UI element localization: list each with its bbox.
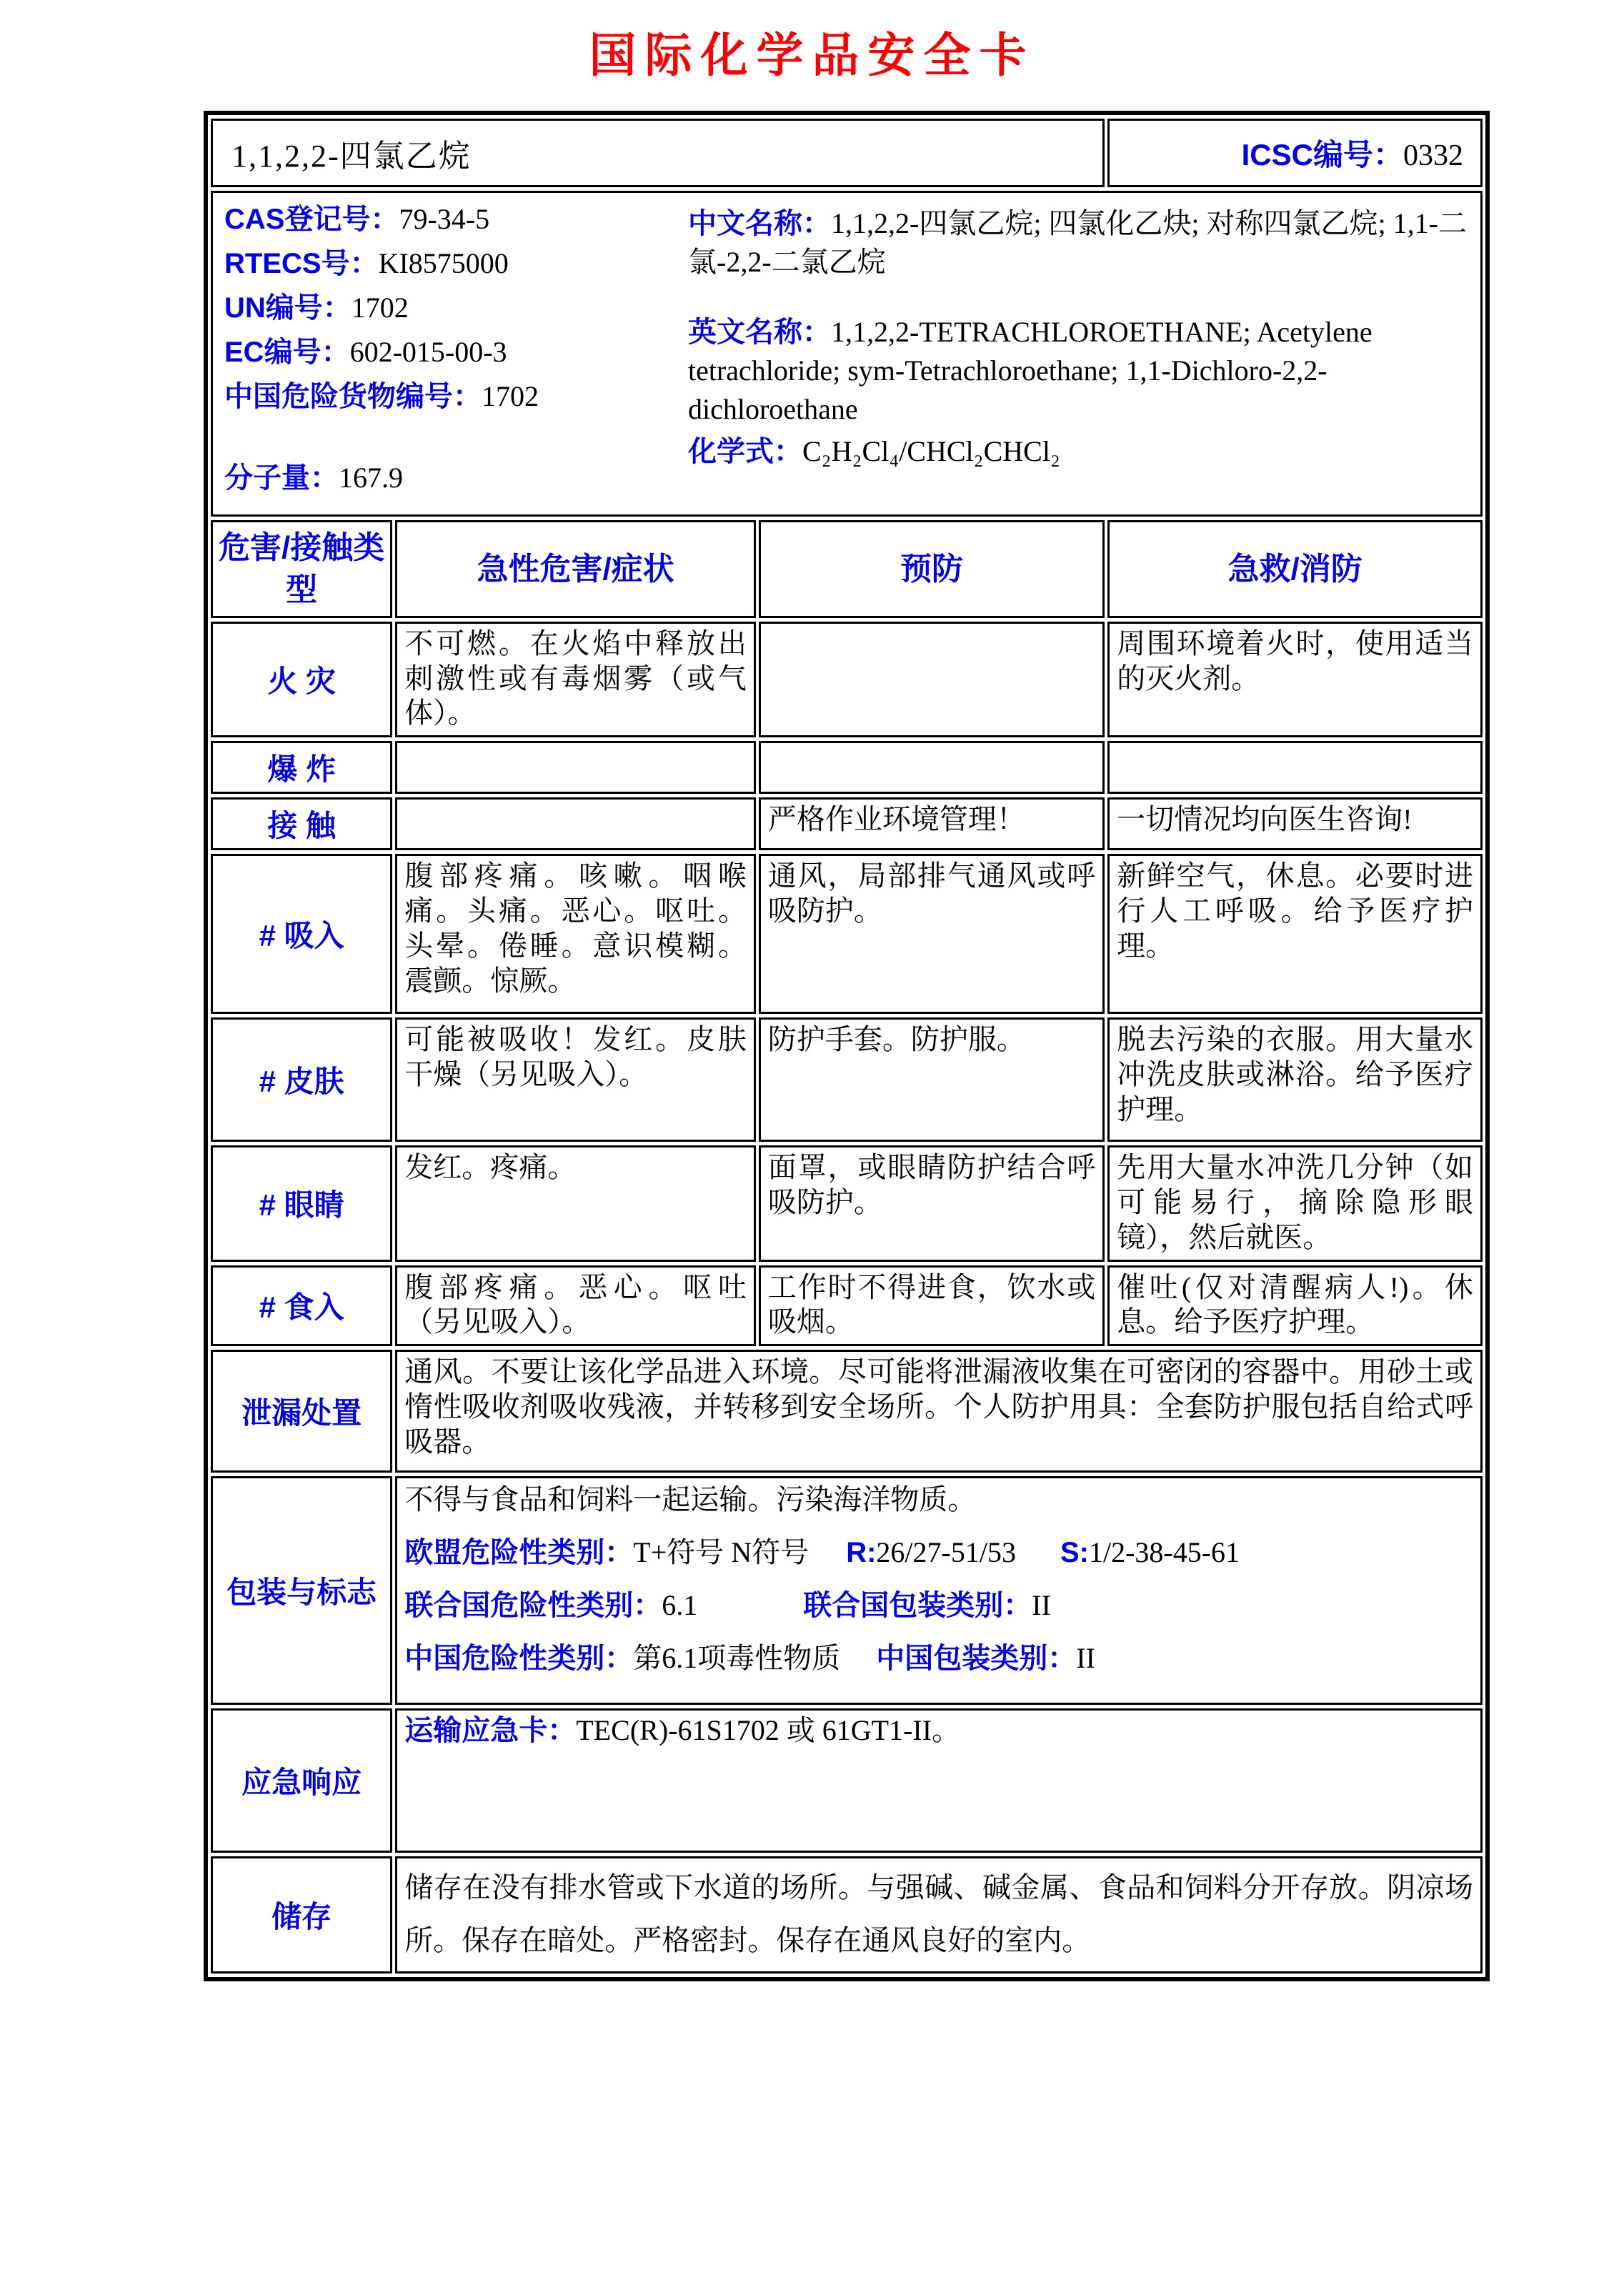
china-dg-value: 1702 [482, 380, 539, 412]
header-acute-hazards: 急性危害/症状 [395, 520, 756, 618]
table-row-explosion [211, 741, 1483, 794]
skin-first-aid: 脱去污染的衣服。用大量水冲洗皮肤或淋浴。给予医疗护理。 [1107, 1017, 1483, 1142]
un-pack-label: 联合国包装类别： [803, 1590, 1032, 1622]
table-row-eyes [211, 1145, 1483, 1261]
row-label-ingestion: # 食入 [211, 1265, 392, 1347]
un-class-value: 6.1 [662, 1589, 698, 1622]
icsc-number: 0332 [1403, 139, 1463, 172]
un-pack-value: II [1032, 1589, 1051, 1622]
eu-hazard-class-line [404, 1535, 1473, 1570]
table-row-fire [211, 622, 1483, 737]
chemical-name: 1,1,2,2-四氯乙烷 [211, 119, 1105, 187]
chinese-name-label: 中文名称： [688, 208, 831, 239]
card-title-row [211, 119, 1483, 187]
name-list [685, 204, 1470, 507]
rtecs-value: KI8575000 [378, 247, 509, 279]
row-label-inhalation: # 吸入 [211, 854, 392, 1014]
fire-symptoms: 不可燃。在火焰中释放出刺激性或有毒烟雾（或气体）。 [395, 622, 756, 737]
ec-value: 602-015-00-3 [349, 336, 507, 368]
eu-r-value: 26/27-51/53 [876, 1536, 1016, 1569]
eyes-symptoms: 发红。疼痛。 [395, 1145, 756, 1261]
safety-card [204, 111, 1490, 1981]
eu-class-value: T+符号 N符号 [633, 1536, 809, 1569]
ingestion-first-aid: 催吐(仅对清醒病人!)。休息。给予医疗护理。 [1107, 1265, 1483, 1347]
row-label-explosion: 爆 炸 [211, 741, 392, 794]
exposure-first-aid: 一切情况均向医生咨询! [1107, 797, 1483, 850]
row-label-storage: 储存 [211, 1856, 392, 1973]
china-class-label: 中国危险性类别： [404, 1643, 634, 1675]
china-dg-label: 中国危险货物编号： [224, 381, 482, 412]
table-row-spill-disposal [211, 1350, 1483, 1473]
molecular-weight-label: 分子量： [224, 462, 339, 494]
un-label: UN编号： [224, 292, 352, 324]
identifiers-cell [211, 191, 1483, 517]
china-dg-number-line [224, 382, 685, 412]
emergency-response-cell [395, 1708, 1483, 1853]
icsc-label: ICSC编号： [1241, 138, 1403, 171]
skin-prevention: 防护手套。防护服。 [759, 1017, 1105, 1142]
table-row-exposure [211, 797, 1483, 850]
identifier-list [224, 204, 685, 507]
table-row-ingestion [211, 1265, 1483, 1347]
exposure-symptoms [395, 797, 756, 850]
cas-value: 79-34-5 [399, 203, 490, 235]
table-row-emergency-response [211, 1708, 1483, 1853]
china-class-value: 第6.1项毒性物质 [633, 1642, 841, 1675]
explosion-symptoms [395, 741, 756, 794]
ec-label: EC编号： [224, 337, 350, 368]
packaging-cell [395, 1476, 1483, 1705]
table-row-packaging [211, 1476, 1483, 1705]
inhalation-prevention: 通风，局部排气通风或呼吸防护。 [759, 854, 1105, 1014]
explosion-prevention [759, 741, 1105, 794]
table-row-skin [211, 1017, 1483, 1142]
transport-emergency-card-value: TEC(R)-61S1702 或 61GT1-II。 [576, 1714, 961, 1747]
hazard-table-header-row [211, 520, 1483, 618]
formula-label: 化学式： [688, 436, 802, 467]
formula-value: C₂H₂Cl₄/CHCl₂CHCl₂ [802, 435, 1060, 467]
identifiers-row [211, 191, 1483, 517]
eyes-prevention: 面罩，或眼睛防护结合呼吸防护。 [759, 1145, 1105, 1261]
un-value: 1702 [351, 292, 409, 324]
eu-s-value: 1/2-38-45-61 [1088, 1536, 1240, 1569]
row-label-skin: # 皮肤 [211, 1017, 392, 1142]
un-class-label: 联合国危险性类别： [404, 1590, 662, 1622]
molecular-weight-value: 167.9 [339, 462, 403, 494]
row-label-emergency-response: 应急响应 [211, 1708, 392, 1853]
row-label-spill-disposal: 泄漏处置 [211, 1350, 392, 1473]
un-hazard-class-line [404, 1588, 1473, 1623]
inhalation-symptoms: 腹部疼痛。咳嗽。咽喉痛。头痛。恶心。呕吐。头晕。倦睡。意识模糊。震颤。惊厥。 [395, 854, 756, 1014]
exposure-prevention: 严格作业环境管理！ [759, 797, 1105, 850]
skin-symptoms: 可能被吸收！发红。皮肤干燥（另见吸入）。 [395, 1017, 756, 1142]
eyes-first-aid: 先用大量水冲洗几分钟（如可能易行，摘除隐形眼镜），然后就医。 [1107, 1145, 1483, 1261]
china-hazard-class-line [404, 1641, 1473, 1676]
ingestion-symptoms: 腹部疼痛。恶心。呕吐（另见吸入）。 [395, 1265, 756, 1347]
icsc-number-cell [1107, 119, 1483, 187]
cas-number-line [224, 204, 685, 234]
row-label-fire: 火 灾 [211, 622, 392, 737]
eu-r-label: R: [846, 1537, 877, 1569]
chinese-name-value: 1,1,2,2-四氯乙烷; 四氯化乙炔; 对称四氯乙烷; 1,1-二氯-2,2-二氯乙烷 [688, 207, 1467, 278]
page-title: 国际化学品安全卡 [589, 27, 1035, 83]
storage-text: 储存在没有排水管或下水道的场所。与强碱、碱金属、食品和饲料分开存放。阴凉场所。保存在暗处。严格密封。保存在通风良好的室内。 [395, 1856, 1483, 1973]
header-prevention: 预防 [759, 520, 1105, 618]
table-row-storage [211, 1856, 1483, 1973]
molecular-weight-line [224, 463, 685, 493]
eu-class-label: 欧盟危险性类别： [404, 1537, 634, 1569]
table-row-inhalation [211, 854, 1483, 1014]
fire-prevention [759, 622, 1105, 737]
inhalation-first-aid: 新鲜空气，休息。必要时进行人工呼吸。给予医疗护理。 [1107, 854, 1483, 1014]
header-hazard-type: 危害/接触类型 [211, 520, 392, 618]
rtecs-label: RTECS号： [224, 248, 379, 279]
rtecs-number-line [224, 249, 685, 279]
ingestion-prevention: 工作时不得进食，饮水或吸烟。 [759, 1265, 1105, 1347]
china-pack-value: II [1076, 1642, 1095, 1675]
ec-number-line [224, 337, 685, 367]
english-name-label: 英文名称： [688, 317, 831, 348]
formula-line [688, 434, 1470, 469]
header-first-aid: 急救/消防 [1107, 520, 1483, 618]
packaging-transport-note: 不得与食品和饲料一起运输。污染海洋物质。 [404, 1483, 977, 1516]
row-label-exposure: 接 触 [211, 797, 392, 850]
row-label-packaging: 包装与标志 [211, 1476, 392, 1705]
cas-label: CAS登记号： [224, 204, 399, 235]
chinese-name-block [688, 204, 1470, 282]
fire-first-aid: 周围环境着火时，使用适当的灭火剂。 [1107, 622, 1483, 737]
row-label-eyes: # 眼睛 [211, 1145, 392, 1261]
transport-emergency-card-line [404, 1713, 1473, 1748]
transport-emergency-card-label: 运输应急卡： [404, 1715, 577, 1747]
spill-disposal-text: 通风。不要让该化学品进入环境。尽可能将泄漏液收集在可密闭的容器中。用砂土或惰性吸收剂吸收残液，并转移到安全场所。个人防护用具：全套防护服包括自给式呼吸器。 [395, 1350, 1483, 1473]
english-name-value: 1,1,2,2-TETRACHLOROETHANE; Acetylene tetrachloride; sym-Tetrachloroethane; 1,1-Dichloro-2,2-dichloroethane [688, 316, 1373, 425]
explosion-first-aid [1107, 741, 1483, 794]
china-pack-label: 中国包装类别： [876, 1643, 1077, 1675]
eu-s-label: S: [1060, 1537, 1089, 1569]
english-name-block [688, 313, 1470, 429]
un-number-line [224, 293, 685, 323]
